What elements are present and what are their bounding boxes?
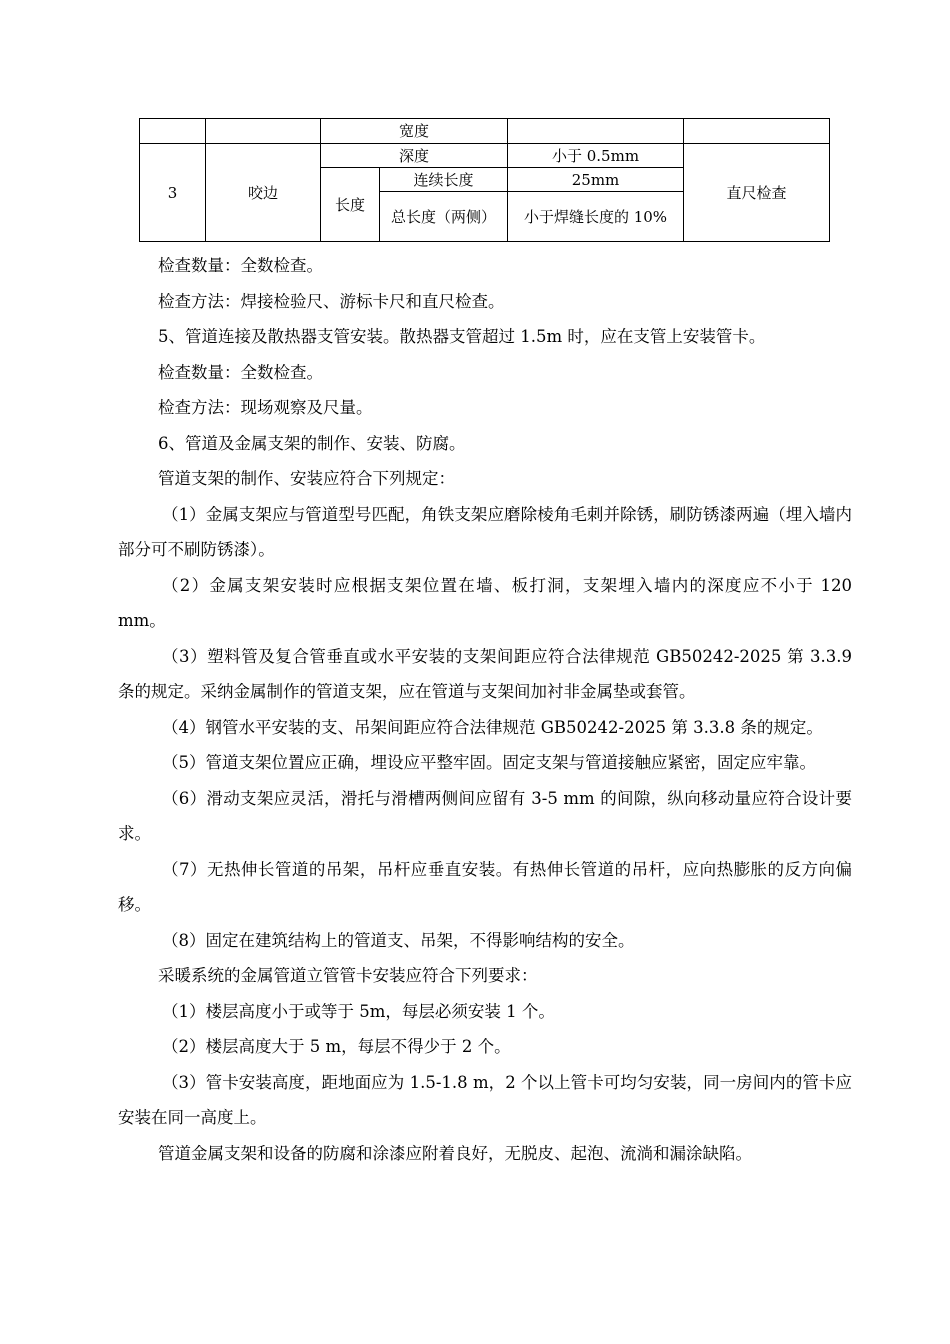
paragraph: 采暖系统的金属管道立管管卡安装应符合下列要求： [158, 966, 538, 985]
paragraph: 检查数量：全数检查。 [158, 256, 323, 275]
paragraph: （5）管道支架位置应正确，埋设应平整牢固。固定支架与管道接触应紧密，固定应牢靠。 [162, 753, 816, 772]
body-text [118, 248, 852, 1171]
paragraph: （8）固定在建筑结构上的管道支、吊架，不得影响结构的安全。 [162, 930, 635, 950]
table-cell: 小于焊缝长度的 10% [508, 192, 684, 242]
table-cell: 3 [140, 144, 206, 242]
paragraph: 6、管道及金属支架的制作、安装、防腐。 [158, 433, 466, 453]
paragraph: 检查方法：焊接检验尺、游标卡尺和直尺检查。 [158, 291, 505, 311]
table-cell [206, 119, 321, 144]
table-cell [684, 119, 830, 144]
paragraph: 检查数量：全数检查。 [158, 362, 323, 382]
paragraph: 检查方法：现场观察及尺量。 [158, 398, 373, 417]
paragraph: （7）无热伸长管道的吊架，吊杆应垂直安装。有热伸长管道的吊杆，应向热膨胀的反方向偏移。 [118, 859, 852, 914]
paragraph: 5、管道连接及散热器支管安装。散热器支管超过 1.5m 时，应在支管上安装管卡。 [158, 327, 766, 346]
table-cell: 咬边 [206, 144, 321, 242]
paragraph: （3）管卡安装高度，距地面应为 1.5-1.8 m，2 个以上管卡可均匀安装，同一房间内的管卡应安装在同一高度上。 [118, 1072, 852, 1127]
table-row [140, 144, 830, 168]
table-cell [140, 119, 206, 144]
paragraph: （4）钢管水平安装的支、吊架间距应符合法律规范 GB50242-2025 第 3.3.8 条的规定。 [162, 717, 823, 737]
table-cell: 25mm [508, 168, 684, 192]
table-cell: 直尺检查 [684, 144, 830, 242]
inspection-table [139, 118, 830, 242]
table-cell: 深度 [321, 144, 508, 168]
paragraph: （6）滑动支架应灵活，滑托与滑槽两侧间应留有 3-5 mm 的间隙，纵向移动量应符合设计要求。 [118, 788, 852, 843]
paragraph: （2）楼层高度大于 5 m，每层不得少于 2 个。 [162, 1037, 511, 1056]
paragraph: 管道支架的制作、安装应符合下列规定： [158, 469, 455, 488]
table-cell: 总长度（两侧） [380, 192, 508, 242]
table-row [140, 119, 830, 144]
paragraph: （1）金属支架应与管道型号匹配，角铁支架应磨除棱角毛刺并除锈，刷防锈漆两遍（埋入墙内部分可不刷防锈漆）。 [118, 504, 852, 559]
table-cell: 宽度 [321, 119, 508, 144]
paragraph: （2）金属支架安装时应根据支架位置在墙、板打洞，支架埋入墙内的深度应不小于 120 mm。 [118, 575, 852, 630]
paragraph: （3）塑料管及复合管垂直或水平安装的支架间距应符合法律规范 GB50242-2025 第 3.3.9 条的规定。采纳金属制作的管道支架，应在管道与支架间加衬非金属垫或套管。 [118, 646, 852, 701]
paragraph: 管道金属支架和设备的防腐和涂漆应附着良好，无脱皮、起泡、流淌和漏涂缺陷。 [158, 1143, 752, 1163]
table-cell: 小于 0.5mm [508, 144, 684, 168]
table-cell: 连续长度 [380, 168, 508, 192]
table-cell: 长度 [321, 168, 380, 242]
paragraph: （1）楼层高度小于或等于 5m，每层必须安装 1 个。 [162, 1001, 555, 1021]
table-cell [508, 119, 684, 144]
